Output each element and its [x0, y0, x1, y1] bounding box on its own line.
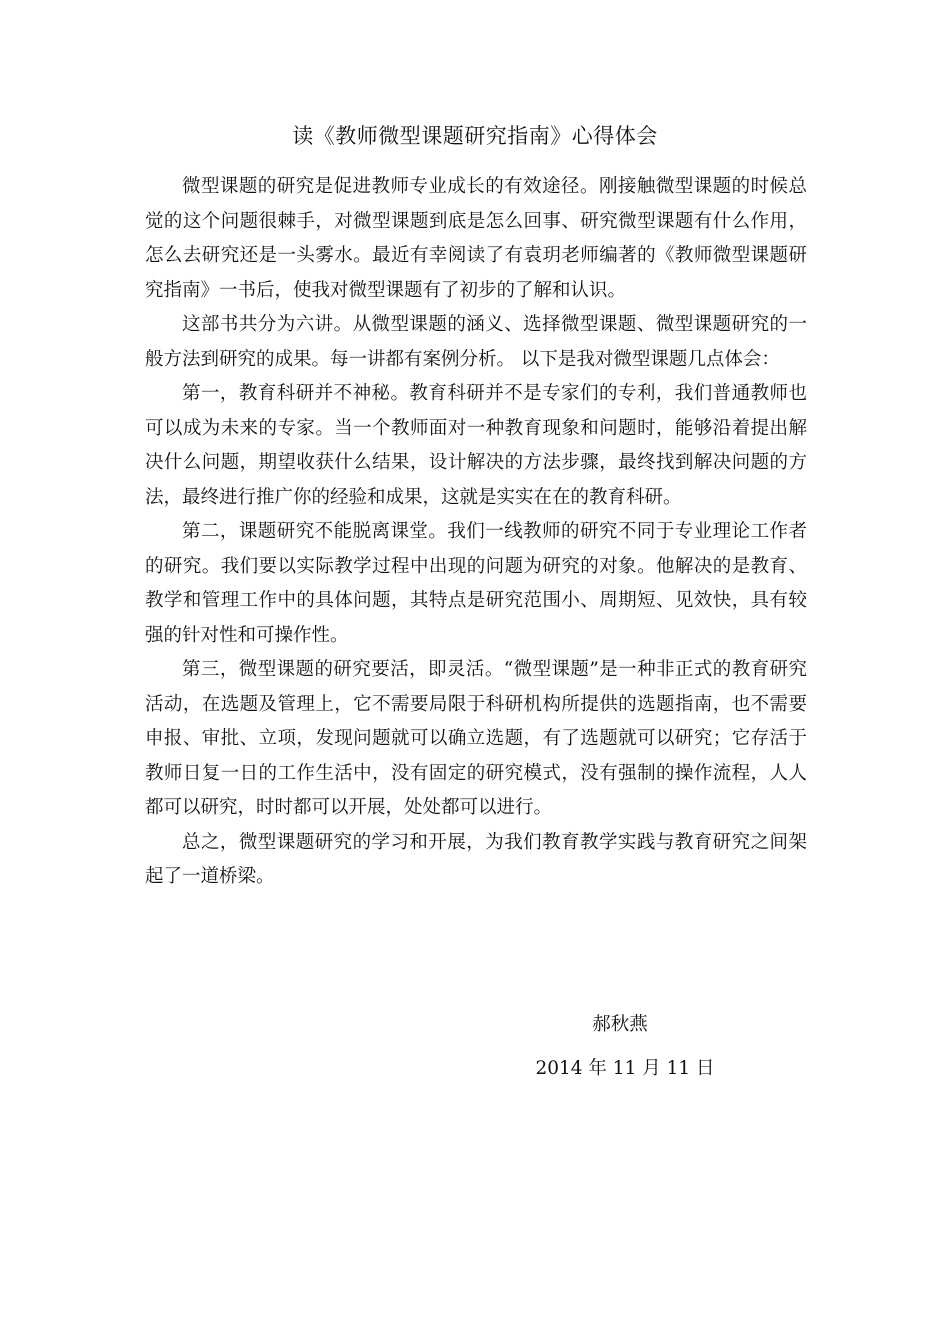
author-signature: 郝秋燕 [592, 1014, 648, 1035]
paragraph-point-one: 第一，教育科研并不神秘。教育科研并不是专家们的专利，我们普通教师也可以成为未来的专家。当一个教师面对一种教育现象和问题时，能够沿着提出解决什么问题，期望收获什么结果，设计解决的方法步骤，最终找到解决问题的方法，最终进行推广你的经验和成果，这就是实实在在的教育科研。 [145, 383, 807, 508]
paragraph-intro: 微型课题的研究是促进教师专业成长的有效途径。刚接触微型课题的时候总觉的这个问题很棘手，对微型课题到底是怎么回事、研究微型课题有什么作用，怎么去研究还是一头雾水。最近有幸阅读了有袁玥老师编著的《教师微型课题研究指南》一书后，使我对微型课题有了初步的了解和认识。 [145, 176, 807, 301]
document-body [145, 170, 807, 895]
paragraph-conclusion: 总之，微型课题研究的学习和开展，为我们教育教学实践与教育研究之间架起了一道桥梁。 [145, 831, 807, 887]
paragraph-point-three: 第三，微型课题的研究要活，即灵活。“微型课题”是一种非正式的教育研究活动，在选题及管理上，它不需要局限于科研机构所提供的选题指南，也不需要申报、审批、立项，发现问题就可以确立选题，有了选题就可以研究；它存活于教师日复一日的工作生活中，没有固定的研究模式，没有强制的操作流程，人人都可以研究，时时都可以开展，处处都可以进行。 [145, 659, 807, 818]
document-title: 读《教师微型课题研究指南》心得体会 [292, 124, 658, 148]
paragraph-overview: 这部书共分为六讲。从微型课题的涵义、选择微型课题、微型课题研究的一般方法到研究的成果。每一讲都有案例分析。 以下是我对微型课题几点体会： [145, 314, 807, 370]
paragraph-point-two: 第二，课题研究不能脱离课堂。我们一线教师的研究不同于专业理论工作者的研究。我们要以实际教学过程中出现的问题为研究的对象。他解决的是教育、教学和管理工作中的具体问题，其特点是研究范围小、周期短、见效快，具有较强的针对性和可操作性。 [145, 521, 807, 646]
document-date: 2014 年 11 月 11 日 [535, 1058, 715, 1079]
